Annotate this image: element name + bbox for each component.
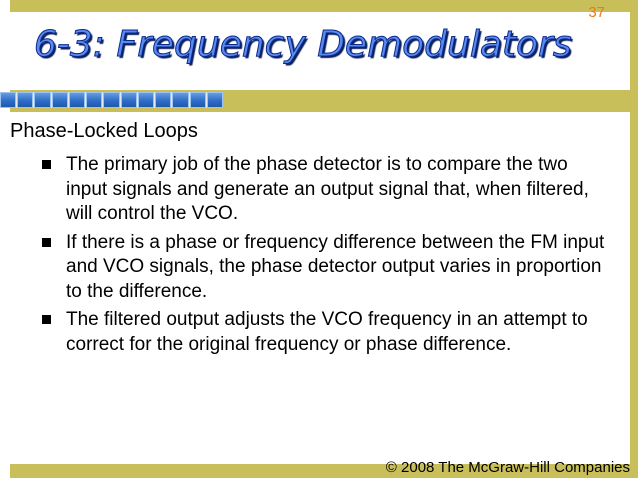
slide-title: 6-3: Frequency Demodulators — [34, 24, 572, 65]
slide-number: 37 — [588, 4, 605, 21]
decorative-square — [52, 92, 68, 108]
decorative-square — [103, 92, 119, 108]
decorative-square — [121, 92, 137, 108]
section-heading: Phase-Locked Loops — [10, 120, 198, 142]
decorative-square — [155, 92, 171, 108]
bullet-item — [42, 231, 612, 305]
decorative-square — [17, 92, 33, 108]
bullet-text: The filtered output adjusts the VCO frequency in an attempt to correct for the original frequency or phase difference. — [66, 309, 588, 355]
decorative-square-strip — [0, 92, 223, 108]
copyright-footer: © 2008 The McGraw-Hill Companies — [385, 459, 630, 476]
bullet-item — [42, 153, 612, 227]
bullet-text: If there is a phase or frequency difference between the FM input and VCO signals, the phase detector output varies in proportion to the difference. — [66, 231, 605, 302]
bullet-item — [42, 308, 612, 357]
decorative-square — [172, 92, 188, 108]
decorative-square — [86, 92, 102, 108]
square-bullet-icon — [42, 160, 51, 169]
decorative-square — [69, 92, 85, 108]
bullet-text: The primary job of the phase detector is to compare the two input signals and generate an output signal that, when filtered, will control the VCO. — [66, 154, 589, 224]
left-margin-bar — [0, 0, 10, 478]
decorative-square — [34, 92, 50, 108]
decorative-square — [0, 92, 16, 108]
square-bullet-icon — [42, 238, 51, 247]
decorative-square — [190, 92, 206, 108]
bullet-list — [42, 153, 612, 361]
decorative-square — [138, 92, 154, 108]
decorative-square — [207, 92, 223, 108]
square-bullet-icon — [42, 315, 51, 324]
